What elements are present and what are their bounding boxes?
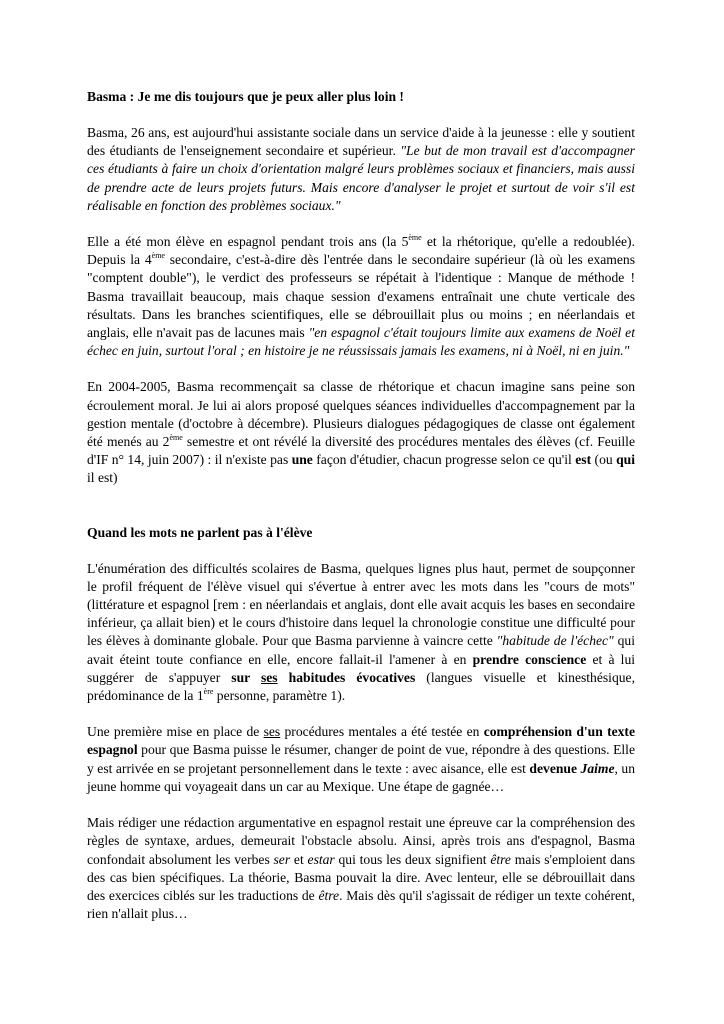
- bold-text: est: [575, 452, 592, 468]
- italic-quote: "Le but de mon travail est d'accompagner ces étudiants à faire un choix d'orientation malgré leurs problèmes sociaux et financiers, mais aussi de prendre acte de leurs projets futurs. Mais encore d'analyser le projet et surtout de voir s'il est réalisable en fonction des problèmes sociaux.": [87, 143, 635, 213]
- text-run: semestre et ont révélé la diversité des procédures mentales des élèves (cf. Feuille d'IF n° 14, juin 2007) : il n'existe pas: [87, 434, 635, 468]
- section-2-paragraph-3: [87, 814, 635, 923]
- section-1-paragraph-3: [87, 378, 635, 487]
- text-run: . Mais dès qu'il s'agissait de rédiger un texte cohérent, rien n'allait plus…: [87, 887, 636, 922]
- bold-text: [231, 670, 415, 685]
- text-run: secondaire, c'est-à-dire dès l'entrée dans le secondaire supérieur (là où les examens "comptent double"), le verdict des professeurs se répétait à l'identique : Manque de méthode ! Basma travaillait beaucoup, mais chaque session d'examens entraînait une chute verticale des résultats. Dans les branches scientifiques, elle se débrouillait plus ou moins ; en néerlandais et anglais, elle n'avait pas de lacunes mais: [87, 252, 636, 341]
- section-2-paragraph-1: [87, 560, 635, 706]
- text-run: Mais rédiger une rédaction argumentative en espagnol restait une épreuve car la compréhension des règles de syntaxe, ardues, demeurait l'obstacle absolu. Ainsi, après trois ans d'espagnol, Basma confondait absolument les verbes: [87, 815, 635, 867]
- text-run: Elle a été mon élève en espagnol pendant trois ans (la 5: [87, 234, 409, 250]
- text-run: L'énumération des difficultés scolaires de Basma, quelques lignes plus haut, permet de soupçonner le profil fréquent de l'élève visuel qui s'évertue à entrer avec les mots dans les "cours de mots" (littérature et espagnol [rem : en néerlandais et anglais, dont elle avait acquis les bases en secondaire inférieur, ça allait bien) et le cours d'histoire dans lequel la chronologie constitue une difficulté pour les élèves à dominante globale. Pour que Basma parvienne à vaincre cette: [87, 560, 635, 649]
- text-run: façon d'étudier, chacun progresse selon ce qu'il: [312, 452, 576, 468]
- text-run: Basma, 26 ans, est aujourd'hui assistante sociale dans un service d'aide à la jeunesse : elle y soutient des étudiants de l'enseignement secondaire et supérieur.: [87, 125, 635, 159]
- superscript: ème: [151, 251, 165, 261]
- bold-text: devenue: [529, 760, 577, 776]
- text-run: il est): [87, 470, 118, 486]
- italic-text: ser: [273, 851, 291, 867]
- text-run: (langues visuelle et kinesthésique, prédominance de la 1: [87, 669, 635, 704]
- bold-text: qui: [616, 452, 635, 468]
- text-run: et: [290, 851, 308, 867]
- text-run: et la rhétorique, qu'elle a redoublée). Depuis la 4: [87, 234, 635, 268]
- bold-text: prendre conscience: [472, 651, 587, 667]
- section-1-title: Basma : Je me dis toujours que je peux aller plus loin !: [87, 89, 404, 104]
- section-1-paragraph-2: [87, 233, 635, 360]
- superscript: ème: [408, 233, 422, 243]
- text-run: personne, paramètre 1).: [213, 688, 346, 704]
- bold-italic-text: Jaime: [580, 760, 615, 776]
- text-run: (ou: [591, 452, 617, 468]
- section-2-title: Quand les mots ne parlent pas à l'élève: [87, 524, 313, 540]
- superscript: ème: [169, 433, 183, 443]
- text-run: sur: [231, 669, 261, 685]
- text-run: Une première mise en place de: [87, 724, 264, 740]
- text-run: et à lui suggérer de s'appuyer: [87, 651, 636, 685]
- section-1-paragraph-1: [87, 124, 635, 215]
- bold-text: compréhension d'un texte espagnol: [87, 724, 635, 758]
- bold-text: une: [291, 452, 313, 468]
- text-run: , un jeune homme qui voyageait dans un car au Mexique. Une étape de gagnée…: [87, 760, 635, 794]
- italic-quote: "en espagnol c'était toujours limite aux examens de Noël et échec en juin, surtout l'oral ; en histoire je ne réussissais jamais les examens, ni à Noël, ni en juin.": [87, 325, 635, 359]
- italic-text: être: [490, 851, 511, 867]
- text-run: qui tous les deux signifient: [334, 851, 491, 867]
- italic-quote: "habitude de l'échec": [496, 633, 614, 649]
- underlined-text: ses: [260, 669, 278, 685]
- text-run: habitudes évocatives: [277, 669, 416, 685]
- text-run: qui avait éteint toute confiance en elle, encore fallait-il l'amener à en: [87, 633, 635, 667]
- text-run: pour que Basma puisse le résumer, changer de point de vue, répondre à des questions. Elle y est arrivée en se projetant personnellement dans le texte : avec aisance, elle est: [87, 742, 635, 776]
- section-2-paragraph-2: [87, 723, 635, 796]
- underlined-text: ses: [263, 724, 281, 740]
- text-run: procédures mentales a été testée en: [280, 724, 484, 740]
- text-run: mais s'emploient dans des cas bien spécifiques. La théorie, Basma pouvait la dire. Avec lenteur, elle se débrouillait dans des exercices ciblés sur les traductions de: [87, 851, 636, 903]
- superscript: ère: [203, 687, 214, 697]
- italic-text: être: [318, 887, 340, 903]
- text-run: En 2004-2005, Basma recommençait sa classe de rhétorique et chacun imagine sans peine son écroulement moral. Je lui ai alors proposé quelques séances individuelles d'accompagnement par la gestion mentale (d'octobre à décembre). Plusieurs dialogues pédagogiques de classe ont également été menés au 2: [87, 379, 635, 450]
- italic-text: estar: [307, 851, 335, 867]
